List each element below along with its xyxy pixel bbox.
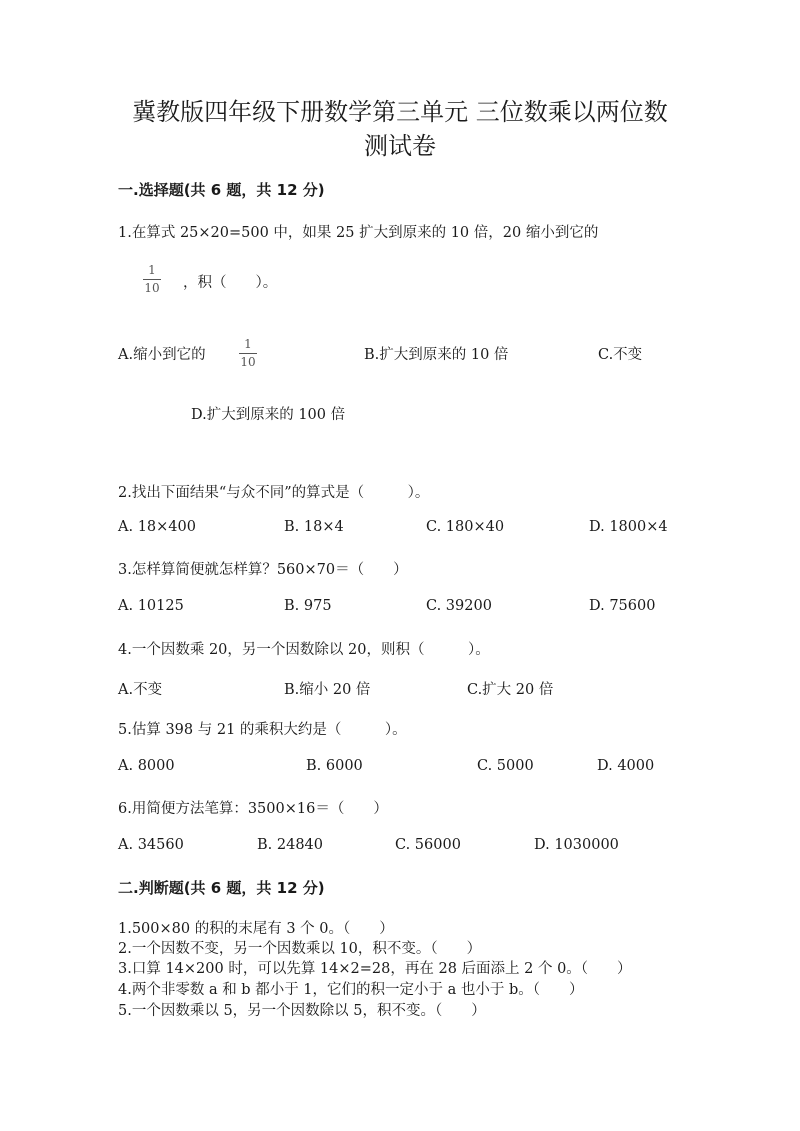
question-2-option-d[interactable]: D. 1800×4: [589, 519, 668, 535]
question-1-option-a[interactable]: A.缩小到它的: [118, 347, 206, 363]
question-3-option-d[interactable]: D. 75600: [589, 598, 656, 614]
question-2-option-c[interactable]: C. 180×40: [426, 519, 505, 535]
judgment-item-4: 4.两个非零数 a 和 b 都小于 1，它们的积一定小于 a 也小于 b。（ ）: [118, 982, 584, 998]
question-1-text-cont: ，积（ ）。: [183, 275, 278, 291]
question-3-option-c[interactable]: C. 39200: [426, 598, 492, 614]
question-1-option-c[interactable]: C.不变: [598, 347, 643, 363]
fraction-bar: [239, 353, 257, 354]
question-1-text: 1.在算式 25×20=500 中，如果 25 扩大到原来的 10 倍，20 缩小到它的: [118, 225, 599, 241]
question-3-text: 3.怎样算简便就怎样算？560×70＝（ ）: [118, 562, 408, 578]
section-heading-judgment: 二.判断题(共 6 题，共 12 分): [118, 879, 325, 897]
question-1-option-d[interactable]: D.扩大到原来的 100 倍: [191, 407, 346, 423]
question-4-option-a[interactable]: A.不变: [118, 682, 163, 698]
page-title: 冀教版四年级下册数学第三单元 三位数乘以两位数: [132, 98, 668, 126]
question-6-option-c[interactable]: C. 56000: [395, 837, 461, 853]
judgment-item-1: 1.500×80 的积的末尾有 3 个 0。（ ）: [118, 921, 394, 937]
judgment-item-2: 2.一个因数不变，另一个因数乘以 10，积不变。（ ）: [118, 941, 482, 957]
section-heading-choice: 一.选择题(共 6 题，共 12 分): [118, 181, 325, 199]
question-5-text: 5.估算 398 与 21 的乘积大约是（ ）。: [118, 722, 407, 738]
page-title-line2: 测试卷: [364, 132, 436, 160]
question-5-option-a[interactable]: A. 8000: [118, 758, 175, 774]
fraction-bar: [143, 279, 161, 280]
fraction-denominator: 10: [144, 281, 160, 295]
fraction-numerator: 1: [244, 337, 252, 351]
judgment-item-5: 5.一个因数乘以 5，另一个因数除以 5，积不变。（ ）: [118, 1003, 486, 1019]
question-5-option-c[interactable]: C. 5000: [477, 758, 534, 774]
question-6-text: 6.用简便方法笔算：3500×16＝（ ）: [118, 801, 388, 817]
question-4-option-b[interactable]: B.缩小 20 倍: [284, 682, 371, 698]
question-1-fraction: [143, 264, 161, 295]
question-2-text: 2.找出下面结果“与众不同”的算式是（ ）。: [118, 485, 430, 501]
question-4-option-c[interactable]: C.扩大 20 倍: [467, 682, 554, 698]
question-6-option-b[interactable]: B. 24840: [257, 837, 324, 853]
question-4-text: 4.一个因数乘 20，另一个因数除以 20，则积（ ）。: [118, 642, 490, 658]
judgment-item-3: 3.口算 14×200 时，可以先算 14×2=28，再在 28 后面添上 2 个 0。（ ）: [118, 961, 632, 977]
question-5-option-d[interactable]: D. 4000: [597, 758, 655, 774]
option-a-fraction: [239, 338, 257, 369]
fraction-denominator: 10: [240, 355, 256, 369]
fraction-numerator: 1: [148, 263, 156, 277]
question-5-option-b[interactable]: B. 6000: [306, 758, 363, 774]
question-2-option-b[interactable]: B. 18×4: [284, 519, 344, 535]
question-3-option-a[interactable]: A. 10125: [118, 598, 184, 614]
question-2-option-a[interactable]: A. 18×400: [118, 519, 196, 535]
question-3-option-b[interactable]: B. 975: [284, 598, 332, 614]
question-1-option-b[interactable]: B.扩大到原来的 10 倍: [364, 347, 509, 363]
question-6-option-d[interactable]: D. 1030000: [534, 837, 619, 853]
question-6-option-a[interactable]: A. 34560: [118, 837, 184, 853]
